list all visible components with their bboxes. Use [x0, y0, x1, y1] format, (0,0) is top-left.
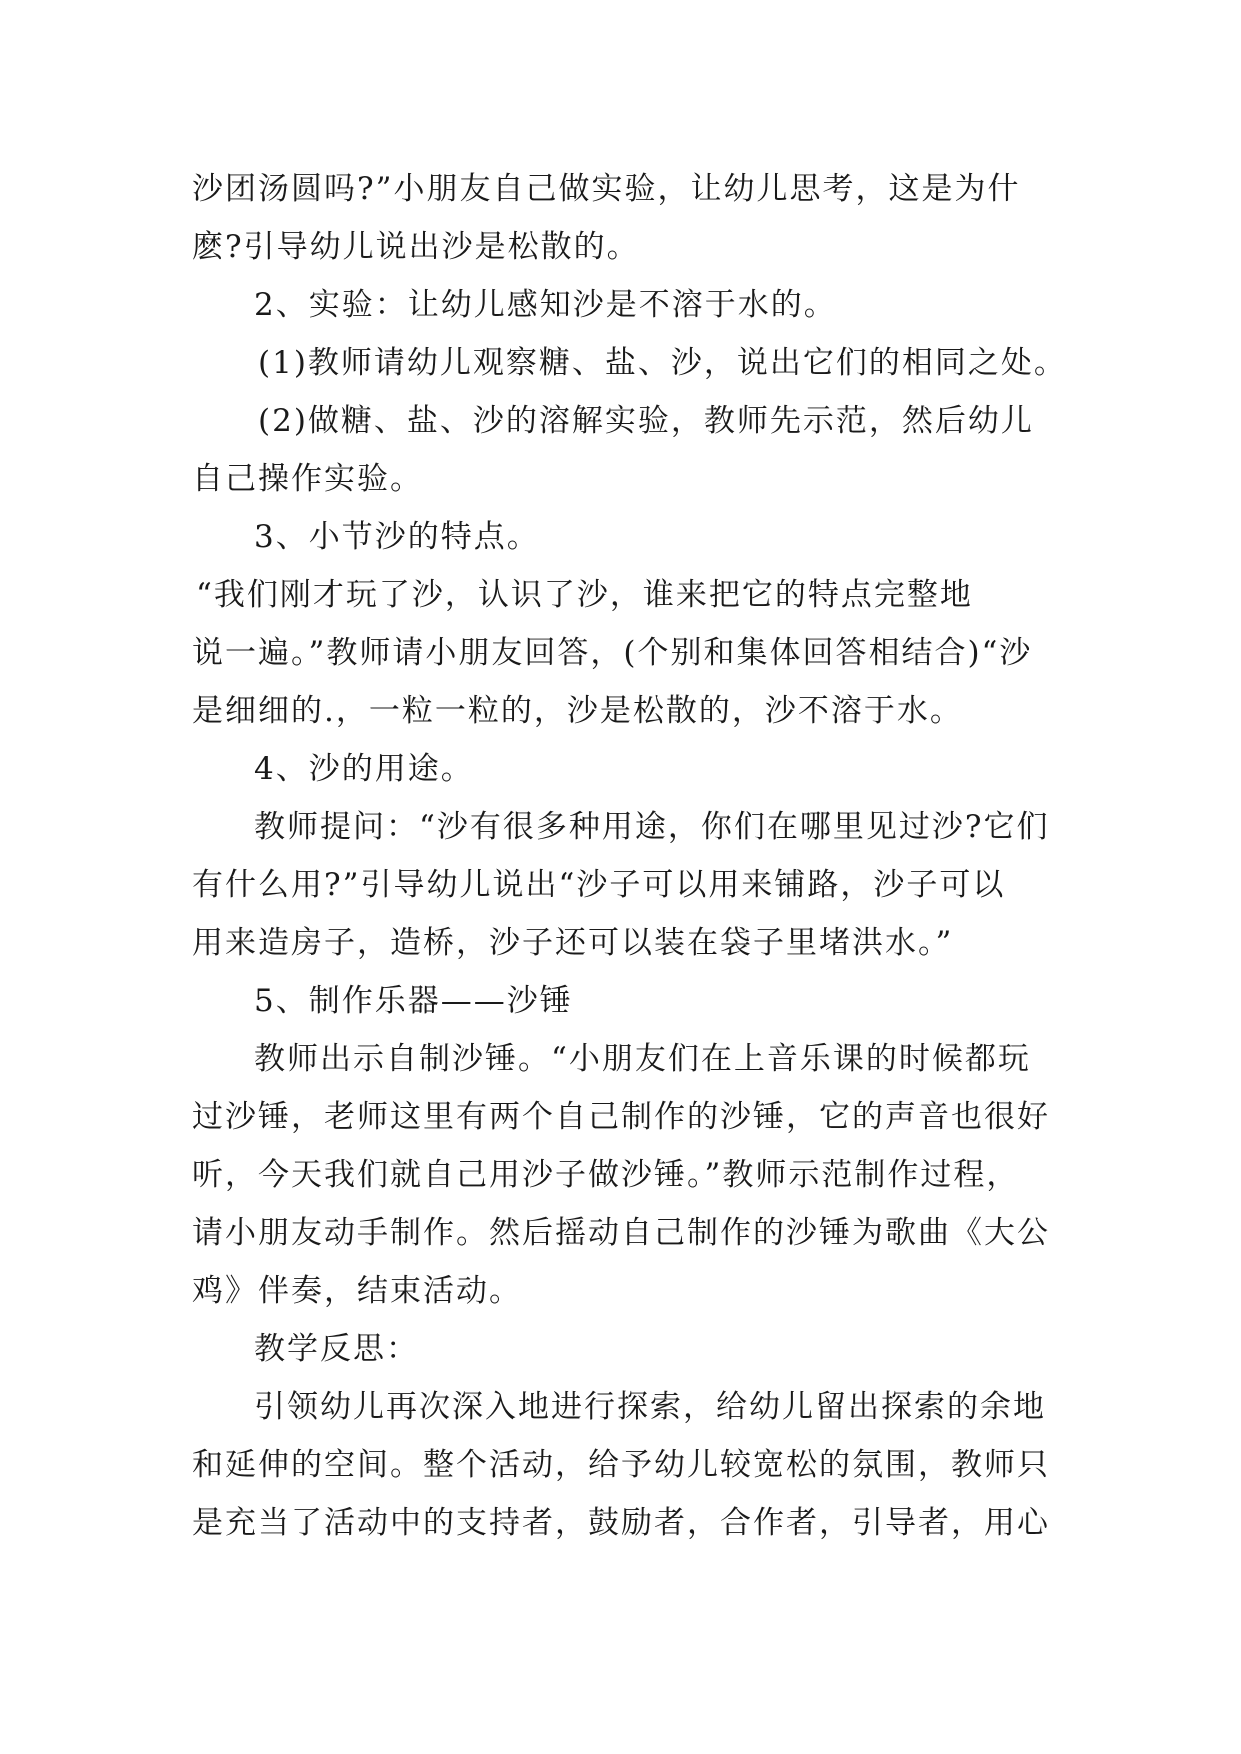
text-line: 过沙锤，老师这里有两个自己制作的沙锤，它的声音也很好: [192, 1099, 1050, 1135]
document-body: [192, 160, 1072, 1552]
text-line: (1)教师请幼儿观察糖、盐、沙，说出它们的相同之处。: [258, 345, 1067, 381]
text-line: 是细细的.，一粒一粒的，沙是松散的，沙不溶于水。: [192, 693, 963, 729]
section-heading-experiment: 2、实验：让幼儿感知沙是不溶于水的。: [254, 287, 837, 323]
text-line: 请小朋友动手制作。然后摇动自己制作的沙锤为歌曲《大公: [192, 1215, 1050, 1251]
text-line: 麽?引导幼儿说出沙是松散的。: [192, 229, 640, 265]
section-heading-reflection: 教学反思：: [254, 1331, 419, 1367]
text-line: 教师提问：“沙有很多种用途，你们在哪里见过沙?它们: [254, 809, 1050, 845]
text-line: 沙团汤圆吗?”小朋友自己做实验，让幼儿思考，这是为什: [192, 171, 1021, 207]
text-line: 是充当了活动中的支持者，鼓励者，合作者，引导者，用心: [192, 1505, 1050, 1541]
text-line: 教师出示自制沙锤。“小朋友们在上音乐课的时候都玩: [254, 1041, 1031, 1077]
section-heading-summary: 3、小节沙的特点。: [254, 519, 540, 555]
text-line: 有什么用?”引导幼儿说出“沙子可以用来铺路，沙子可以: [192, 867, 1006, 903]
text-line: 用来造房子，造桥，沙子还可以装在袋子里堵洪水。”: [192, 925, 954, 961]
text-line: (2)做糖、盐、沙的溶解实验，教师先示范，然后幼儿: [258, 403, 1034, 439]
text-line: 说一遍。”教师请小朋友回答，(个别和集体回答相结合)“沙: [192, 635, 1033, 671]
text-line: 听，今天我们就自己用沙子做沙锤。”教师示范制作过程，: [192, 1157, 1020, 1193]
text-line: 引领幼儿再次深入地进行探索，给幼儿留出探索的余地: [254, 1389, 1046, 1425]
text-line: 鸡》伴奏，结束活动。: [192, 1273, 522, 1309]
section-heading-instrument: 5、制作乐器——沙锤: [254, 983, 573, 1019]
text-line: “我们刚才玩了沙，认识了沙，谁来把它的特点完整地: [196, 577, 973, 613]
text-line: 自己操作实验。: [192, 461, 423, 497]
section-heading-uses: 4、沙的用途。: [254, 751, 474, 787]
text-line: 和延伸的空间。整个活动，给予幼儿较宽松的氛围，教师只: [192, 1447, 1050, 1483]
